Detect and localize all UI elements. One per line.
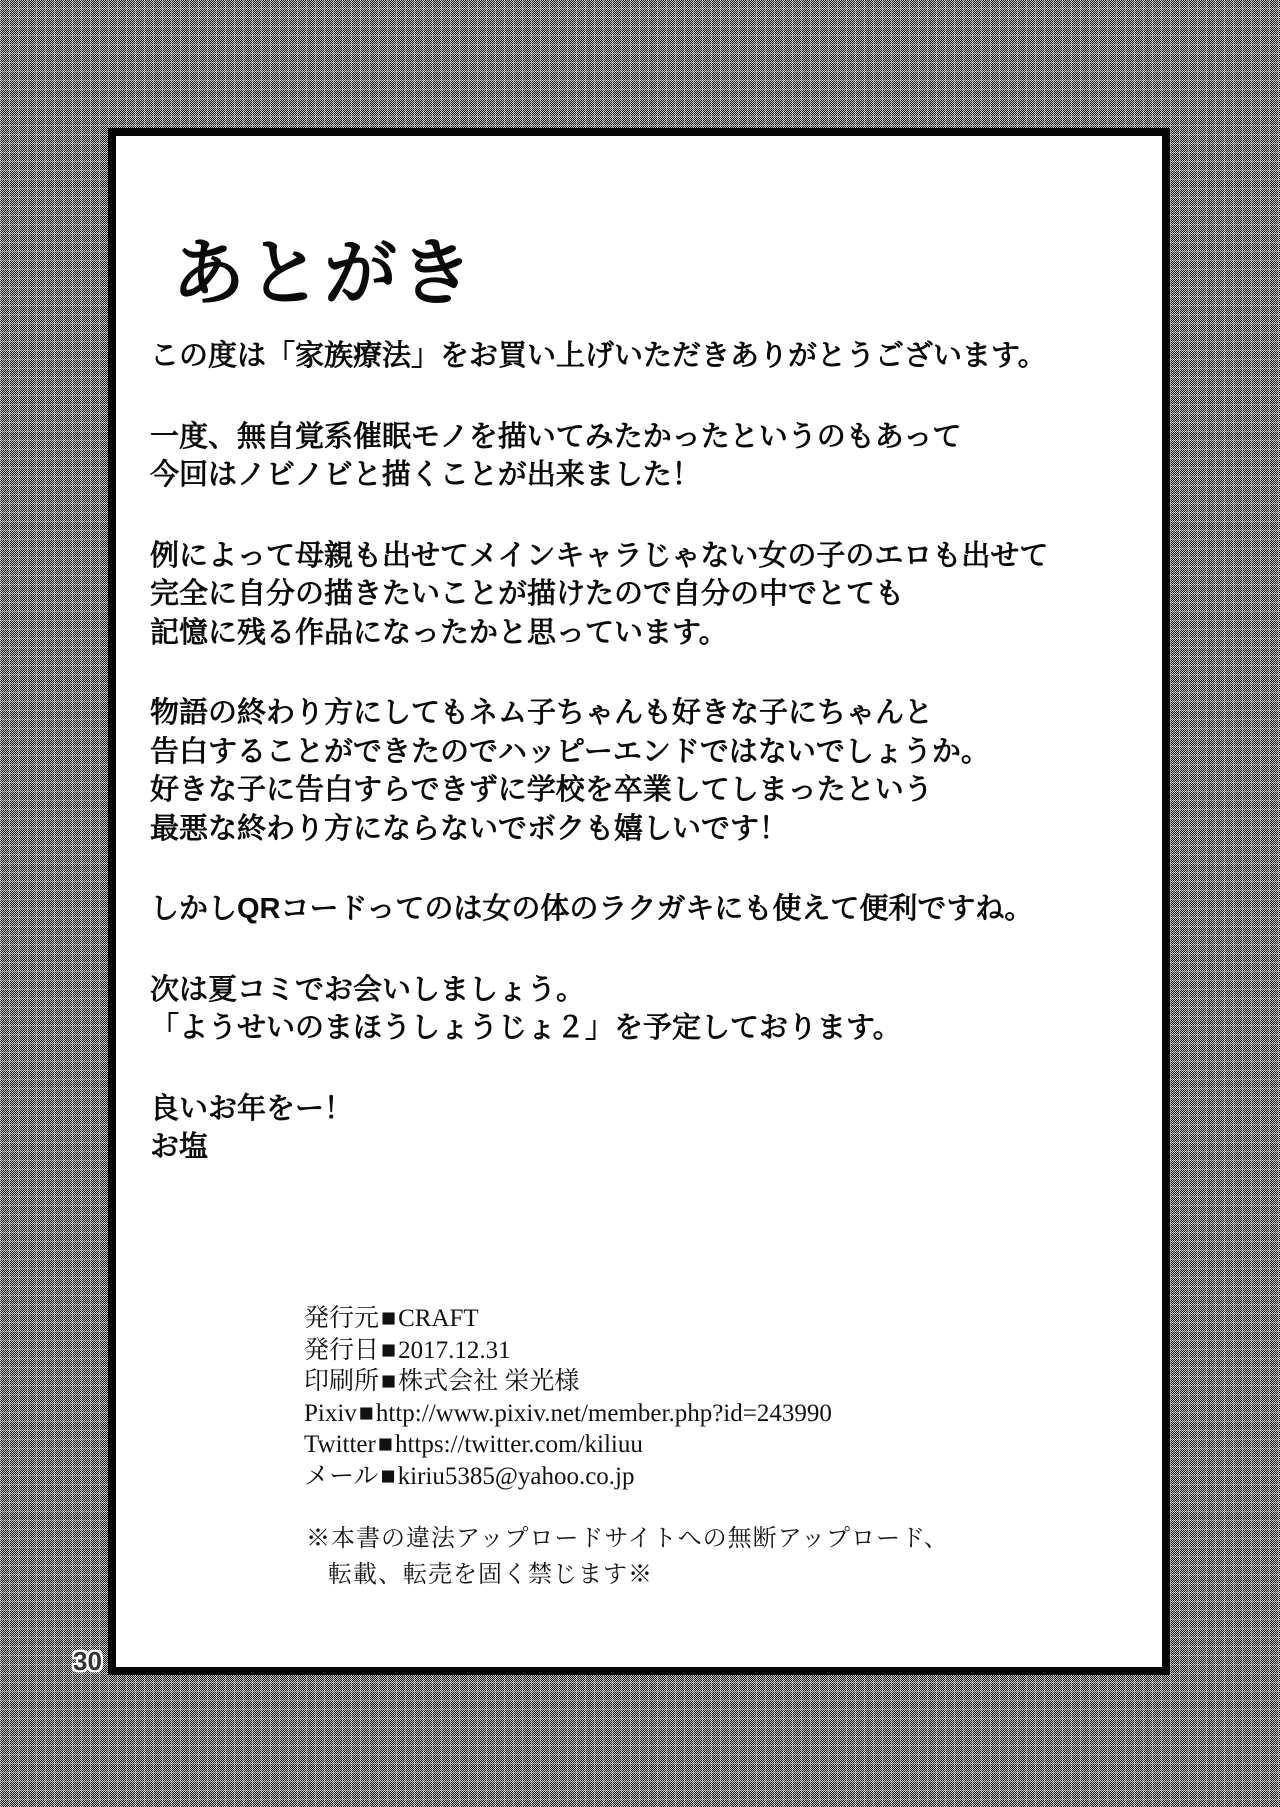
afterword-line: 物語の終わり方にしてもネム子ちゃんも好きな子にちゃんと — [150, 697, 934, 729]
afterword-line: 記憶に残る作品になったかと思っています。 — [150, 616, 728, 649]
disclaimer-line: ※本書の違法アップロードサイトへの無断アップロード、 — [306, 1526, 949, 1552]
afterword-line: しかしQRコードってのは女の体のラクガキにも使えて便利ですね。 — [150, 893, 1034, 925]
colophon-value: https://twitter.com/kiliuu — [394, 1431, 643, 1458]
afterword-line: 完全に自分の描きたいことが描けたので自分の中でとても — [150, 578, 905, 610]
afterword-line: 一度、無自覚系催眠モノを描いてみたかったというのもあって — [150, 420, 962, 453]
afterword-line: 今回はノビノビと描くことが出来ました！ — [150, 459, 701, 491]
colophon-label: 印刷所 — [304, 1368, 380, 1395]
colophon-value: http://www.pixiv.net/member.php?id=243990 — [375, 1399, 832, 1427]
afterword-line: お塩 — [150, 1131, 209, 1163]
colophon-separator-square: ■ — [358, 1399, 374, 1427]
colophon-separator-square: ■ — [381, 1368, 397, 1395]
afterword-paragraph — [150, 971, 1130, 1048]
colophon-separator-square: ■ — [380, 1462, 396, 1490]
afterword-paragraph — [150, 890, 1130, 929]
colophon-separator-square: ■ — [377, 1431, 393, 1458]
colophon-value: kiriu5385@yahoo.co.jp — [397, 1462, 635, 1490]
afterword-line: 好きな子に告白すらできずに学校を卒業してしまったという — [150, 774, 933, 806]
afterword-line: 良いお年をー！ — [150, 1092, 354, 1125]
colophon-row — [304, 1366, 832, 1398]
afterword-paragraph — [150, 418, 1130, 495]
colophon-value: 株式会社 栄光様 — [398, 1368, 580, 1395]
afterword-line: 例によって母親も出せてメインキャラじゃない女の子のエロも出せて — [150, 539, 1049, 572]
afterword-paragraph — [150, 537, 1130, 653]
afterword-paragraph — [150, 337, 1130, 376]
colophon-row — [304, 1398, 832, 1430]
page-frame — [108, 128, 1170, 1675]
colophon-separator-square: ■ — [381, 1305, 397, 1332]
colophon-label: Pixiv — [304, 1399, 357, 1427]
colophon — [304, 1303, 832, 1492]
afterword-paragraph — [150, 694, 1130, 848]
afterword-line: 最悪な終わり方にならないでボクも嬉しいです！ — [150, 812, 789, 845]
disclaimer — [306, 1521, 949, 1593]
disclaimer-line: 転載、転売を固く禁じます※ — [328, 1562, 653, 1588]
afterword-line: 「ようせいのまほうしょうじょ２」を予定しております。 — [150, 1012, 902, 1044]
afterword-paragraph — [150, 1090, 1130, 1167]
colophon-label: Twitter — [304, 1431, 376, 1458]
colophon-label: 発行日 — [304, 1336, 380, 1364]
colophon-label: メール — [304, 1462, 379, 1490]
page-number: 30 — [73, 1646, 102, 1676]
afterword-line: 告白することができたのでハッピーエンドではないでしょうか。 — [150, 735, 990, 768]
afterword-title: あとがき — [172, 233, 476, 314]
colophon-row — [304, 1335, 832, 1367]
afterword-line: 次は夏コミでお会いしましょう。 — [150, 973, 586, 1006]
colophon-separator-square: ■ — [381, 1336, 397, 1364]
afterword-line: この度は「家族療法」をお買い上げいただきありがとうございます。 — [150, 340, 1047, 372]
colophon-row — [304, 1461, 832, 1493]
afterword-body — [150, 337, 1130, 1167]
colophon-row — [304, 1429, 832, 1461]
colophon-value: 2017.12.31 — [398, 1336, 511, 1364]
colophon-label: 発行元 — [304, 1305, 380, 1332]
colophon-row — [304, 1303, 832, 1335]
colophon-value: CRAFT — [398, 1305, 479, 1332]
